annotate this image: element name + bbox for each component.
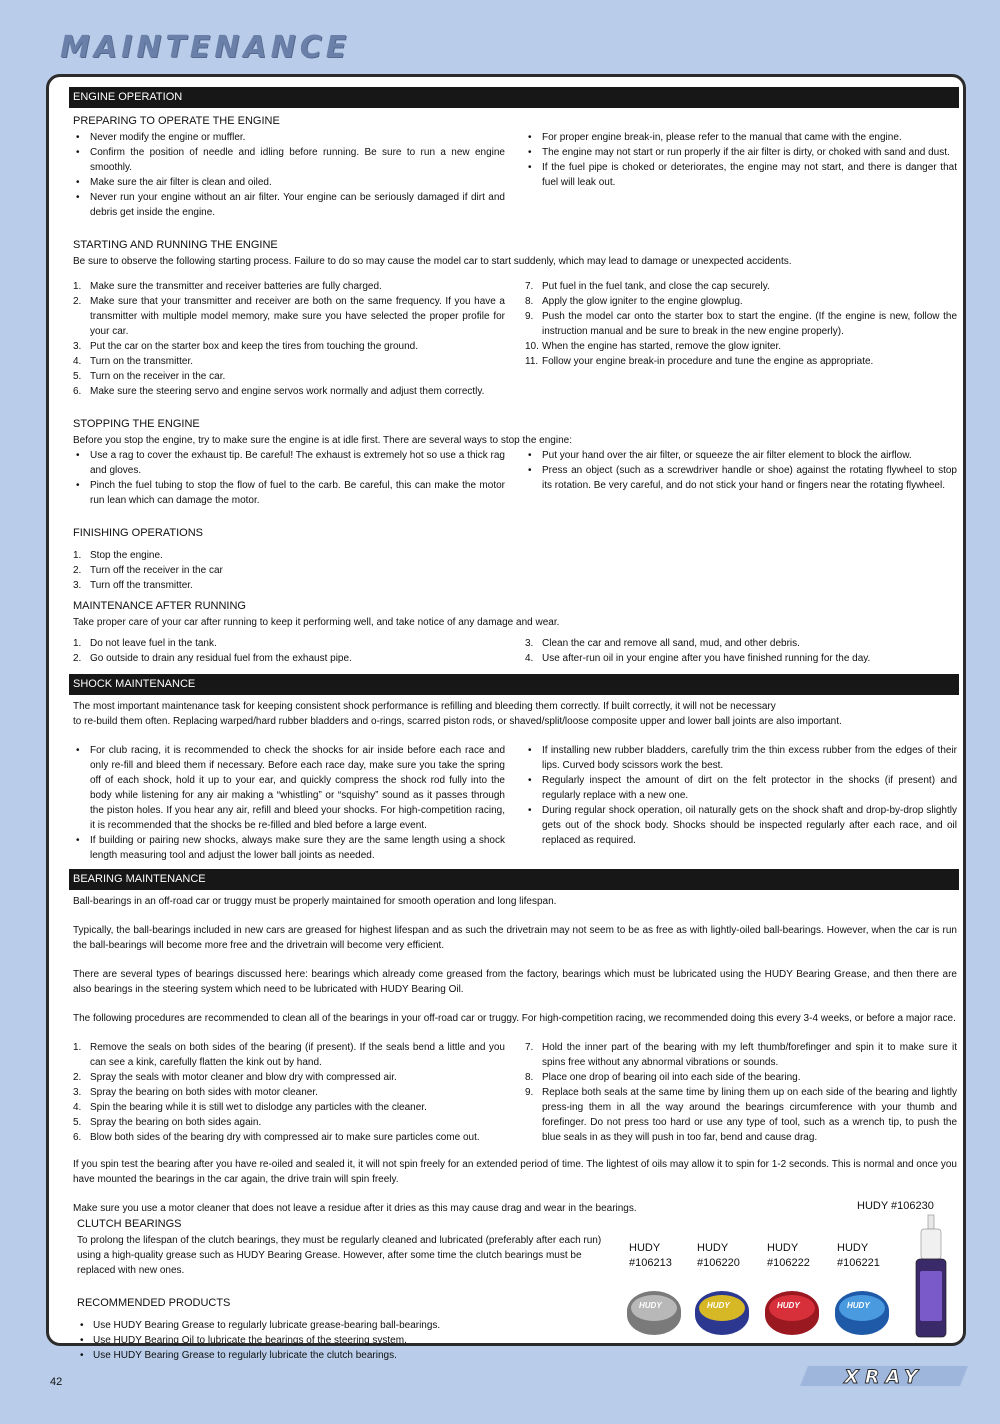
clutch-text: To prolong the lifespan of the clutch bearings, they must be regularly cleaned and lubricated (preferably after each run) using a high-quality grease such as HUDY Bearing Grease. However, after some time the clutch bearings must be replaced with new ones. — [77, 1235, 602, 1276]
list-item: • Make sure the air filter is clean and oiled. — [73, 175, 505, 190]
section-bar-shock: SHOCK MAINTENANCE — [69, 674, 959, 695]
grease-jar-106213: HUDY — [627, 1291, 681, 1335]
list-item: 4. Turn on the transmitter. — [73, 356, 194, 367]
list-item: • Use HUDY Bearing Grease to regularly lubricate the clutch bearings. — [77, 1348, 617, 1363]
bearing-paragraph-4: The following procedures are recommended to clean all of the bearings in your off-road car or truggy. For high-competition racing, we recommended doing this every 3-4 weeks, or before a major race. — [73, 1013, 956, 1024]
oil-product-label: HUDY #106230 — [857, 1200, 934, 1212]
jar-label-2: HUDY #106220 — [697, 1242, 740, 1269]
list-item: • Never run your engine without an air filter. Your engine can be seriously damaged if dirt and debris get inside the engine. — [73, 190, 505, 220]
list-item: 6. Blow both sides of the bearing dry with compressed air to make sure particles come out. — [73, 1132, 480, 1143]
list-item: • If installing new rubber bladders, carefully trim the thin excess rubber from the edges of their lips. Curved body scissors work the best. — [525, 743, 957, 773]
bearing-paragraph-6: Make sure you use a motor cleaner that does not leave a residue after it dries as this may cause drag and wear in the bearings. — [73, 1203, 637, 1214]
after-left-list — [73, 636, 505, 666]
section-bar-engine: ENGINE OPERATION — [69, 87, 959, 108]
list-item: 2. Turn off the receiver in the car — [73, 565, 223, 576]
list-item: 11. Follow your engine break-in procedure and tune the engine as appropriate. — [525, 356, 874, 367]
starting-intro: Be sure to observe the following starting process. Failure to do so may cause the model car to start suddenly, which may lead to damage or unexpected accidents. — [73, 256, 792, 267]
bearing-paragraph-5: If you spin test the bearing after you have re-oiled and sealed it, it will not spin freely for an extended period of time. The lightest of oils may allow it to spin for 1-2 seconds. This is normal and once you have mounted the bearings in the car again, the drive train will spin freely. — [73, 1159, 957, 1185]
starting-left-list — [73, 279, 505, 399]
list-item: 1. Make sure the transmitter and receiver batteries are fully charged. — [73, 281, 382, 292]
list-item: • Press an object (such as a screwdriver handle or shoe) against the rotating flywheel to stop its rotation. Be very careful, and do not stick your hand or fingers near the rotating flywheel. — [525, 463, 957, 493]
xray-logo-icon — [800, 1364, 970, 1388]
shock-right-list — [525, 743, 957, 863]
subheading-stopping: STOPPING THE ENGINE — [73, 418, 200, 430]
list-item: 1. Do not leave fuel in the tank. — [73, 638, 217, 649]
list-item: 7. Hold the inner part of the bearing with my left thumb/forefinger and spin it to make sure it spins free without any abnormal vibrations or sounds. — [525, 1042, 957, 1068]
list-item: 4. Spin the bearing while it is still wet to dislodge any particles with the cleaner. — [73, 1102, 427, 1113]
starting-columns — [73, 279, 957, 399]
list-item: 9. Push the model car onto the starter box to start the engine. (If the engine is new, follow the instruction manual and be sure to break in the new engine properly). — [525, 311, 957, 337]
bearing-paragraph-3: There are several types of bearings discussed here: bearings which already come greased from the factory, bearings which must be lubricated using the HUDY Bearing Grease, and then there are also bearings in the steering system which need to be lubricated with HUDY Bearing Oil. — [73, 969, 957, 995]
list-item: • Confirm the position of needle and idling before running. Be sure to run a new engine smoothly. — [73, 145, 505, 175]
grease-jar-106222: HUDY — [765, 1291, 819, 1335]
recommended-list — [77, 1318, 617, 1363]
content-panel — [46, 74, 966, 1361]
bearing-columns — [73, 1040, 957, 1145]
bearing-paragraph-2: Typically, the ball-bearings included in new cars are greased for highest lifespan and as such the drivetrain may not seem to be as free as with lightly-oiled ball-bearings. However, when the car is run the ball-bearings will become more free and the drivetrain will become very efficient. — [73, 925, 957, 951]
finishing-list — [73, 548, 957, 593]
section-bar-bearing: BEARING MAINTENANCE — [69, 869, 959, 890]
list-item: • The engine may not start or run properly if the air filter is dirty, or choked with sand and dust. — [525, 145, 957, 160]
stopping-right-list — [525, 448, 957, 508]
shock-columns — [73, 743, 957, 863]
xray-logo — [800, 1364, 970, 1393]
grease-jar-106220: HUDY — [695, 1291, 749, 1335]
list-item: 5. Spray the bearing on both sides again. — [73, 1117, 262, 1128]
list-item: • Use HUDY Bearing Oil to lubricate the bearings of the steering system. — [77, 1333, 617, 1348]
list-item: 8. Apply the glow igniter to the engine glowplug. — [525, 296, 743, 307]
stopping-intro: Before you stop the engine, try to make sure the engine is at idle first. There are several ways to stop the engine: — [73, 435, 572, 446]
list-item: 1. Stop the engine. — [73, 550, 163, 561]
shock-left-list — [73, 743, 505, 863]
list-item: • For proper engine break-in, please refer to the manual that came with the engine. — [525, 130, 957, 145]
subheading-finishing: FINISHING OPERATIONS — [73, 527, 203, 539]
list-item: 2. Make sure that your transmitter and receiver are both on the same frequency. If you have a transmitter with multiple model memory, make sure you have selected the proper profile for your car. — [73, 296, 505, 337]
list-item: • Use a rag to cover the exhaust tip. Be careful! The exhaust is extremely hot so use a thick rag and gloves. — [73, 448, 505, 478]
svg-text:XRAY: XRAY — [844, 1366, 924, 1388]
list-item: 4. Use after-run oil in your engine after you have finished running for the day. — [525, 653, 871, 664]
list-item: 3. Clean the car and remove all sand, mud, and other debris. — [525, 638, 800, 649]
stopping-columns — [73, 448, 957, 508]
jar-label-3: HUDY #106222 — [767, 1242, 810, 1269]
page-number: 42 — [50, 1376, 63, 1388]
list-item: 5. Turn on the receiver in the car. — [73, 371, 226, 382]
list-item: 2. Go outside to drain any residual fuel from the exhaust pipe. — [73, 653, 352, 664]
jar-label-4: HUDY #106221 — [837, 1242, 880, 1269]
content — [73, 87, 957, 1216]
list-item: 3. Turn off the transmitter. — [73, 580, 193, 591]
after-right-list — [525, 636, 957, 666]
subheading-preparing: PREPARING TO OPERATE THE ENGINE — [73, 115, 280, 127]
list-item: • If the fuel pipe is choked or deteriorates, the engine may not start, and there is danger that fuel will leak out. — [525, 160, 957, 190]
list-item: 3. Put the car on the starter box and keep the tires from touching the ground. — [73, 341, 418, 352]
bearing-paragraph-1: Ball-bearings in an off-road car or truggy must be properly maintained for smooth operation and long lifespan. — [73, 896, 557, 907]
list-item: 9. Replace both seals at the same time by lining them up on each side of the bearing and lightly press-ing them in all the way around the bearings circumference with your thumb and forefinger. Do not press too hard or use any type of tool, such as a wrench tip, to push the blue seals in as they will push in too far, bend and cause drag. — [525, 1087, 957, 1143]
list-item: • If building or pairing new shocks, always make sure they are the same length using a shock length measuring tool and adjust the lower ball joints as needed. — [73, 833, 505, 863]
bearing-left-list — [73, 1040, 505, 1145]
list-item: 7. Put fuel in the fuel tank, and close the cap securely. — [525, 281, 770, 292]
list-item: • Never modify the engine or muffler. — [73, 130, 505, 145]
shock-intro-line-2: to re-build them often. Replacing warped/hard rubber bladders and o-rings, scarred piston rods, or shaved/split/loose composite upper and lower ball joints are also important. — [73, 716, 842, 727]
list-item: • During regular shock operation, oil naturally gets on the shock shaft and drop-by-drop slightly gets out of the shock body. Shocks should be inspected regularly after each race, and oil replaced as required. — [525, 803, 957, 848]
grease-jar-106221: HUDY — [835, 1291, 889, 1335]
list-item: • For club racing, it is recommended to check the shocks for air inside before each race and only re-fill and bleed them if necessary. Before each race day, make sure you take the spring off of each shock, hold it up to your ear, and quickly compress the shock rod fully into the body while listening for any air making a “whistling” or “squishy” sound as it passes through the piston holes. If you hear any air, refill and bleed your shocks. For high-competition racing, it is recommended that the shocks be re-filled and bled before a large event. — [73, 743, 505, 833]
list-item: 10. When the engine has started, remove the glow igniter. — [525, 341, 782, 352]
preparing-columns — [73, 130, 957, 220]
list-item: 6. Make sure the steering servo and engine servos work normally and adjust them correctly. — [73, 386, 485, 397]
list-item: • Use HUDY Bearing Grease to regularly lubricate grease-bearing ball-bearings. — [77, 1318, 617, 1333]
list-item: 8. Place one drop of bearing oil into each side of the bearing. — [525, 1072, 801, 1083]
subheading-clutch: CLUTCH BEARINGS — [77, 1218, 182, 1230]
list-item: 1. Remove the seals on both sides of the bearing (if present). If the seals bend a little and you can see a kink, carefully flatten the kink out by hand. — [73, 1042, 505, 1068]
list-item: 2. Spray the seals with motor cleaner and blow dry with compressed air. — [73, 1072, 397, 1083]
oil-bottle-icon — [911, 1215, 951, 1340]
starting-right-list — [525, 279, 957, 399]
list-item: • Put your hand over the air filter, or squeeze the air filter element to block the airflow. — [525, 448, 957, 463]
shock-intro-line-1: The most important maintenance task for keeping consistent shock performance is refilling and bleeding them correctly. If built correctly, it will not be necessary — [73, 701, 776, 712]
clutch-block — [77, 1211, 617, 1363]
preparing-left-list — [73, 130, 505, 220]
list-item: • Regularly inspect the amount of dirt on the felt protector in the shocks (if present) and regularly replace with a new one. — [525, 773, 957, 803]
after-columns — [73, 636, 957, 666]
bearing-right-list — [525, 1040, 957, 1145]
list-item: 3. Spray the bearing on both sides with motor cleaner. — [73, 1087, 318, 1098]
preparing-right-list — [525, 130, 957, 220]
jar-label-1: HUDY #106213 — [629, 1242, 672, 1269]
subheading-recommended: RECOMMENDED PRODUCTS — [77, 1297, 231, 1309]
page-title: MAINTENANCE — [60, 30, 351, 65]
products-area — [629, 1195, 959, 1345]
after-intro: Take proper care of your car after running to keep it performing well, and take notice of any damage and wear. — [73, 617, 560, 628]
subheading-after-running: MAINTENANCE AFTER RUNNING — [73, 600, 246, 612]
subheading-starting: STARTING AND RUNNING THE ENGINE — [73, 239, 278, 251]
list-item: • Pinch the fuel tubing to stop the flow of fuel to the carb. Be careful, this can make the motor run lean which can damage the motor. — [73, 478, 505, 508]
stopping-left-list — [73, 448, 505, 508]
